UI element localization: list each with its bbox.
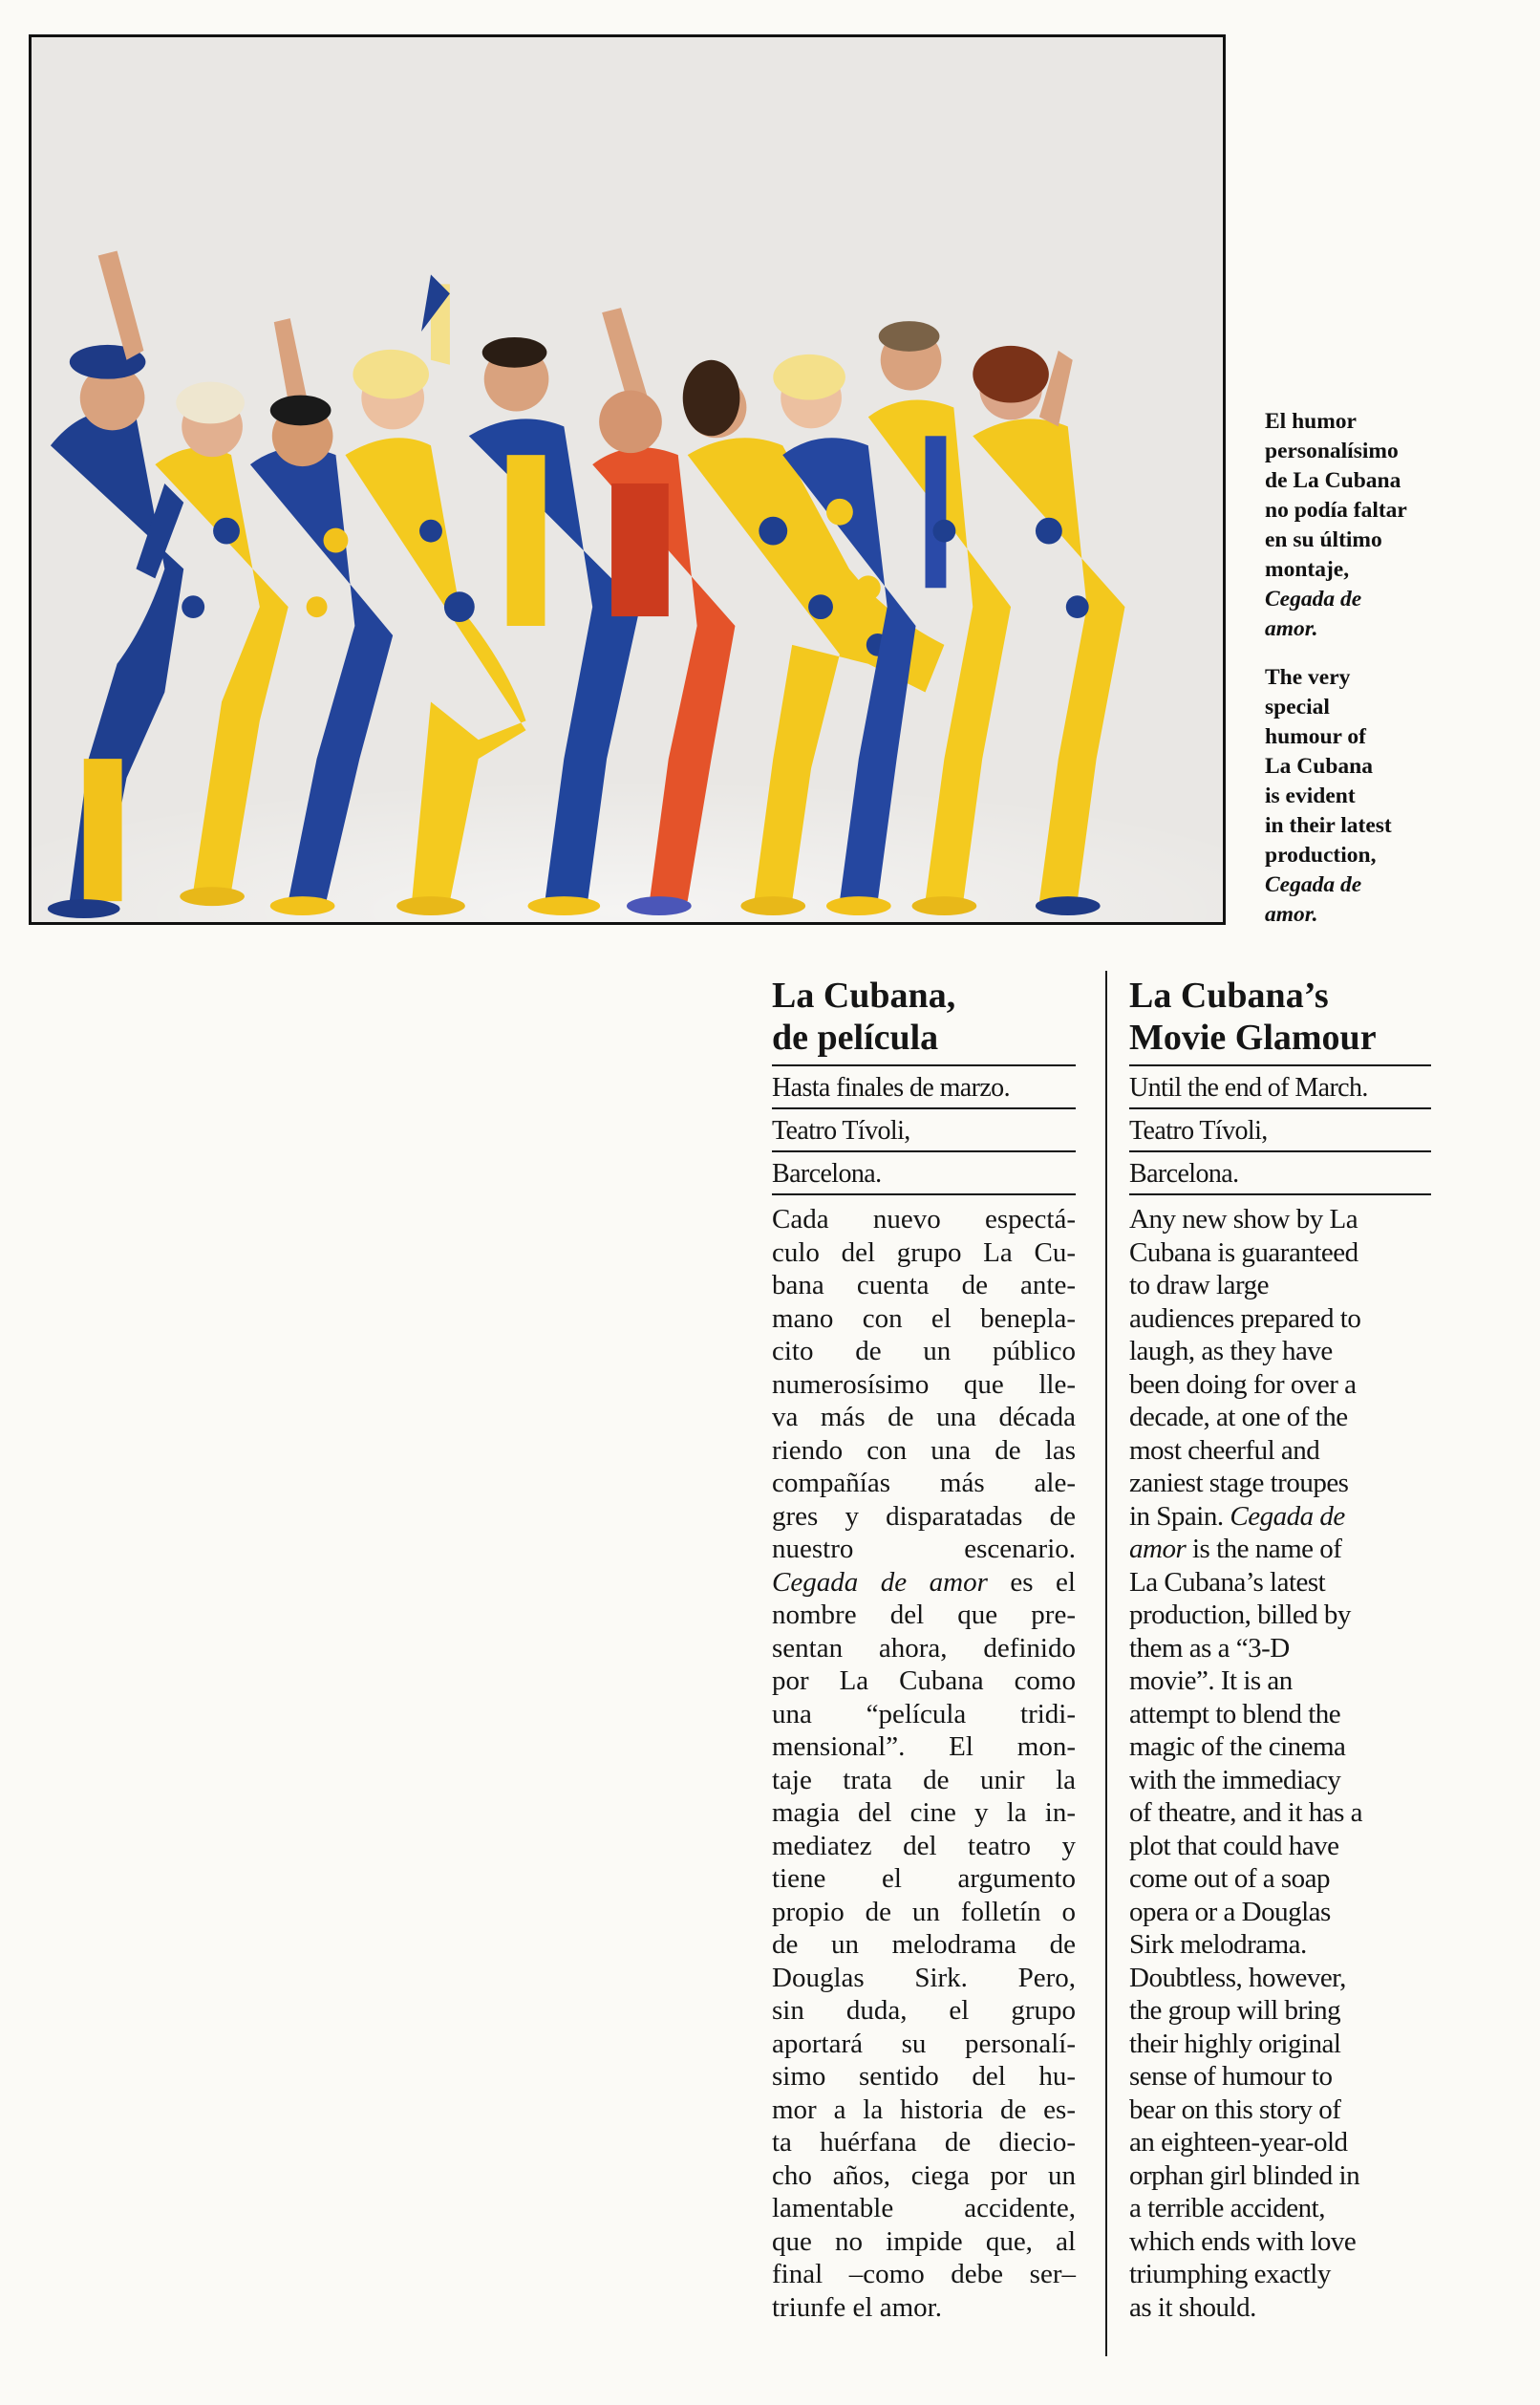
- body-line: with the immediacy: [1129, 1764, 1341, 1795]
- info-venue: Teatro Tívoli,: [772, 1109, 1076, 1152]
- body-line: Cubana is guaranteed: [1129, 1236, 1358, 1268]
- caption-line: La Cubana: [1265, 754, 1373, 779]
- body-line: plot that could have: [1129, 1830, 1339, 1861]
- caption-line: en su último: [1265, 527, 1382, 552]
- body-line: Doubtless, however,: [1129, 1962, 1346, 1993]
- caption-line: Cegada de: [1265, 587, 1362, 612]
- body-line: opera or a Douglas: [1129, 1896, 1331, 1927]
- caption-line: de La Cubana: [1265, 468, 1401, 493]
- body-line: mano con el benepla-: [772, 1302, 1076, 1334]
- article-spanish: [772, 975, 1076, 2324]
- title-line: de película: [772, 1018, 939, 1058]
- caption-line: El humor: [1265, 409, 1357, 434]
- body-line: mor a la historia de es-: [772, 2094, 1076, 2125]
- body-line: them as a “3-D: [1129, 1632, 1290, 1664]
- body-line: production, billed by: [1129, 1600, 1351, 1630]
- body-line: La Cubana’s latest: [1129, 1566, 1326, 1598]
- title-line: La Cubana,: [772, 976, 956, 1016]
- body-line: que no impide que, al: [772, 2225, 1076, 2257]
- body-line: taje trata de unir la: [772, 1764, 1076, 1795]
- caption-line: amor.: [1265, 902, 1318, 927]
- body-line: of theatre, and it has a: [1129, 1797, 1363, 1828]
- body-line: aportará su personalí-: [772, 2028, 1076, 2059]
- info-city: Barcelona.: [772, 1152, 1076, 1195]
- body-line: numerosísimo que lle-: [772, 1368, 1076, 1400]
- body-line: as it should.: [1129, 2291, 1256, 2323]
- body-line: nombre del que pre-: [772, 1600, 1076, 1630]
- body-line: amor is the name of: [1129, 1534, 1342, 1564]
- title-line: Movie Glamour: [1129, 1018, 1377, 1058]
- caption-line: humour of: [1265, 724, 1366, 749]
- caption-line: no podía faltar: [1265, 498, 1407, 523]
- body-line: audiences prepared to: [1129, 1302, 1361, 1334]
- body-line: to draw large: [1129, 1270, 1269, 1300]
- body-line: cho años, ciega por un: [772, 2159, 1076, 2191]
- body-line: cito de un público: [772, 1336, 1076, 1366]
- body-line: been doing for over a: [1129, 1368, 1357, 1400]
- body-line: a terrible accident,: [1129, 2193, 1325, 2223]
- body-line: their highly original: [1129, 2028, 1341, 2059]
- body-line: come out of a soap: [1129, 1863, 1331, 1894]
- body-line: triumphing exactly: [1129, 2259, 1331, 2289]
- caption-line: Cegada de: [1265, 872, 1362, 897]
- body-line: propio de un folletín o: [772, 1896, 1076, 1927]
- body-line: orphan girl blinded in: [1129, 2159, 1360, 2191]
- body-line: Cegada de amor es el: [772, 1566, 1076, 1598]
- info-venue: Teatro Tívoli,: [1129, 1109, 1431, 1152]
- article-body-english: [1129, 1203, 1431, 2324]
- body-line: mediatez del teatro y: [772, 1830, 1076, 1861]
- caption-line: in their latest: [1265, 813, 1392, 838]
- body-line: va más de una década: [772, 1402, 1076, 1432]
- body-line: Cada nuevo espectá-: [772, 1204, 1076, 1235]
- body-line: decade, at one of the: [1129, 1402, 1348, 1432]
- photo-caption-english: [1265, 663, 1456, 930]
- body-line: ta huérfana de diecio-: [772, 2127, 1076, 2158]
- title-line: La Cubana’s: [1129, 976, 1329, 1016]
- body-line: compañías más ale-: [772, 1468, 1076, 1498]
- body-line: culo del grupo La Cu-: [772, 1236, 1076, 1268]
- cast-photo: [29, 34, 1226, 925]
- body-line: de un melodrama de: [772, 1929, 1076, 1960]
- body-line: movie”. It is an: [1129, 1665, 1293, 1696]
- body-line: sin duda, el grupo: [772, 1995, 1076, 2026]
- body-line: Douglas Sirk. Pero,: [772, 1962, 1076, 1993]
- body-line: magic of the cinema: [1129, 1731, 1346, 1762]
- body-line: lamentable accidente,: [772, 2193, 1076, 2223]
- caption-line: montaje,: [1265, 557, 1350, 582]
- article-body-spanish: [772, 1203, 1076, 2324]
- caption-line: is evident: [1265, 784, 1356, 808]
- body-line: in Spain. Cegada de: [1129, 1500, 1345, 1532]
- body-line: sentan ahora, definido: [772, 1632, 1076, 1664]
- caption-line: production,: [1265, 843, 1377, 868]
- info-dates: Until the end of March.: [1129, 1066, 1431, 1109]
- body-line: triunfe el amor.: [772, 2291, 942, 2323]
- body-line: riendo con una de las: [772, 1434, 1076, 1466]
- body-line: una “película tridi-: [772, 1698, 1076, 1729]
- info-dates: Hasta finales de marzo.: [772, 1066, 1076, 1109]
- body-line: an eighteen-year-old: [1129, 2127, 1348, 2158]
- caption-line: personalísimo: [1265, 439, 1399, 463]
- body-line: Any new show by La: [1129, 1204, 1358, 1235]
- info-city: Barcelona.: [1129, 1152, 1431, 1195]
- body-line: Sirk melodrama.: [1129, 1929, 1307, 1960]
- cast-photo-illustration: [32, 37, 1223, 922]
- body-line: the group will bring: [1129, 1995, 1341, 2026]
- body-line: tiene el argumento: [772, 1863, 1076, 1894]
- body-line: magia del cine y la in-: [772, 1797, 1076, 1828]
- body-line: gres y disparatadas de: [772, 1500, 1076, 1532]
- column-divider: [1105, 971, 1107, 2356]
- caption-line: amor.: [1265, 616, 1318, 641]
- body-line: mensional”. El mon-: [772, 1731, 1076, 1762]
- caption-line: The very: [1265, 665, 1351, 690]
- caption-line: special: [1265, 695, 1330, 719]
- article-title-spanish: [772, 975, 1076, 1066]
- body-line: por La Cubana como: [772, 1665, 1076, 1696]
- body-line: final –como debe ser–: [772, 2259, 1076, 2289]
- article-english: [1129, 975, 1431, 2324]
- body-line: nuestro escenario.: [772, 1534, 1076, 1564]
- body-line: zaniest stage troupes: [1129, 1468, 1349, 1498]
- body-line: bear on this story of: [1129, 2094, 1341, 2125]
- body-line: bana cuenta de ante-: [772, 1270, 1076, 1300]
- body-line: sense of humour to: [1129, 2061, 1333, 2092]
- body-line: laugh, as they have: [1129, 1336, 1333, 1366]
- article-title-english: [1129, 975, 1431, 1066]
- photo-caption-spanish: [1265, 407, 1456, 644]
- body-line: which ends with love: [1129, 2225, 1357, 2257]
- body-line: simo sentido del hu-: [772, 2061, 1076, 2092]
- body-line: most cheerful and: [1129, 1434, 1320, 1466]
- body-line: attempt to blend the: [1129, 1698, 1341, 1729]
